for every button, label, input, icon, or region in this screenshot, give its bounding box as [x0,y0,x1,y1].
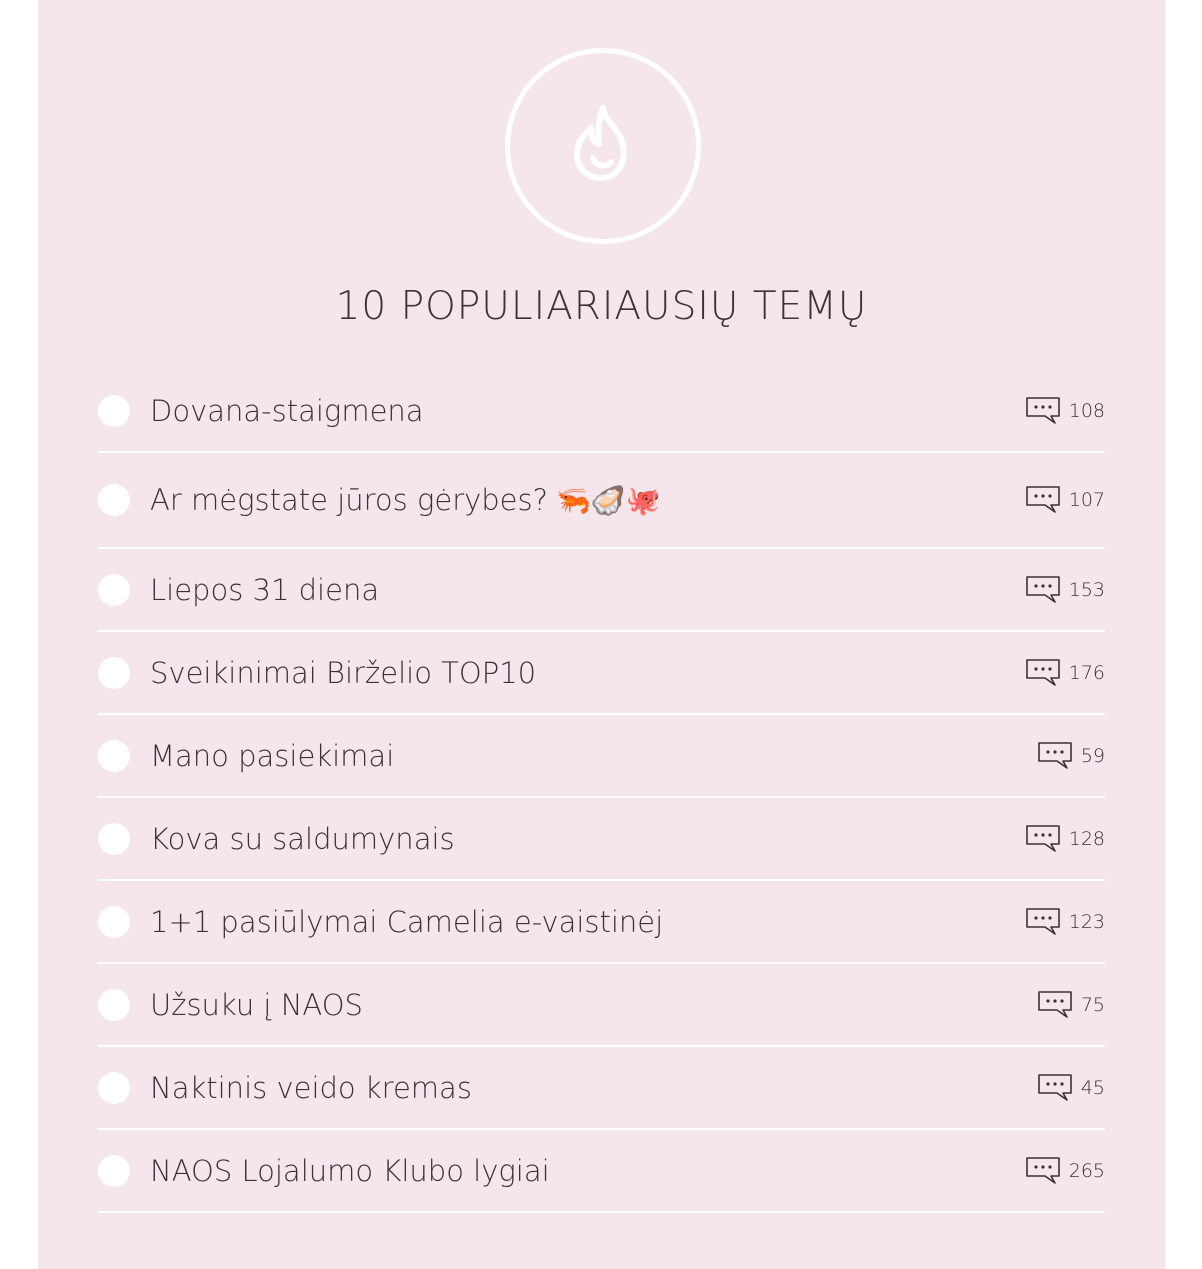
bullet-dot [98,574,130,606]
popular-topics-panel [38,0,1165,1269]
comment-count-value: 75 [1080,993,1105,1016]
comment-count [1025,485,1105,515]
comment-icon [1025,485,1061,515]
comment-count-value: 59 [1080,744,1105,767]
list-item[interactable] [98,632,1105,715]
bullet-dot [98,484,130,516]
comment-count-value: 45 [1080,1076,1105,1099]
comment-count [1025,575,1105,605]
topic-title[interactable]: 1+1 pasiūlymai Camelia e-vaistinėj [150,904,664,939]
list-item[interactable] [98,715,1105,798]
comment-icon [1025,396,1061,426]
list-item[interactable] [98,881,1105,964]
comment-count-value: 107 [1068,489,1105,511]
comment-count [1037,1073,1105,1103]
bullet-dot [98,657,130,689]
comment-count-value: 265 [1068,1159,1105,1182]
topic-title[interactable]: Liepos 31 diena [150,572,380,607]
comment-icon [1025,824,1061,854]
bullet-dot [98,906,130,938]
comment-icon [1037,1073,1073,1103]
topic-title[interactable]: Mano pasiekimai [150,738,395,773]
bullet-dot [98,395,130,427]
comment-count-value: 108 [1068,399,1105,422]
list-item[interactable] [98,453,1105,549]
bullet-dot [98,1155,130,1187]
comment-icon [1025,658,1061,688]
list-item[interactable] [98,798,1105,881]
comment-count [1037,741,1105,771]
comment-icon [1025,1156,1061,1186]
comment-count [1037,990,1105,1020]
list-item[interactable] [98,964,1105,1047]
list-item[interactable] [98,549,1105,632]
topic-title[interactable]: Naktinis veido kremas [150,1070,472,1105]
comment-count [1025,396,1105,426]
list-item[interactable] [98,1130,1105,1213]
bullet-dot [98,989,130,1021]
bullet-dot [98,740,130,772]
topic-title[interactable]: Kova su saldumynais [150,821,455,856]
comment-icon [1025,575,1061,605]
comment-count [1025,824,1105,854]
comment-icon [1037,990,1073,1020]
comment-count-value: 123 [1068,910,1105,933]
topic-title[interactable]: Užsuku į NAOS [150,987,363,1022]
comment-count [1025,1156,1105,1186]
comment-icon [1037,741,1073,771]
list-item[interactable] [98,370,1105,453]
topic-title[interactable]: NAOS Lojalumo Klubo lygiai [150,1153,550,1188]
comment-count [1025,658,1105,688]
comment-count-value: 128 [1068,827,1105,850]
topic-title[interactable]: Sveikinimai Birželio TOP10 [150,655,537,690]
list-item[interactable] [98,1047,1105,1130]
bullet-dot [98,823,130,855]
flame-icon [561,102,645,190]
comment-count-value: 176 [1068,661,1105,684]
comment-icon [1025,907,1061,937]
topic-emoji: 🦐🦪🐙 [556,484,661,517]
flame-badge [505,48,701,244]
bullet-dot [98,1072,130,1104]
page-title: 10 POPULIARIAUSIŲ TEMŲ [335,284,868,329]
topic-title[interactable]: Ar mėgstate jūros gėrybes? 🦐🦪🐙 [150,483,661,517]
topic-title[interactable]: Dovana-staigmena [150,393,424,428]
comment-count [1025,907,1105,937]
comment-count-value: 153 [1068,578,1105,601]
topic-list [98,370,1105,1213]
